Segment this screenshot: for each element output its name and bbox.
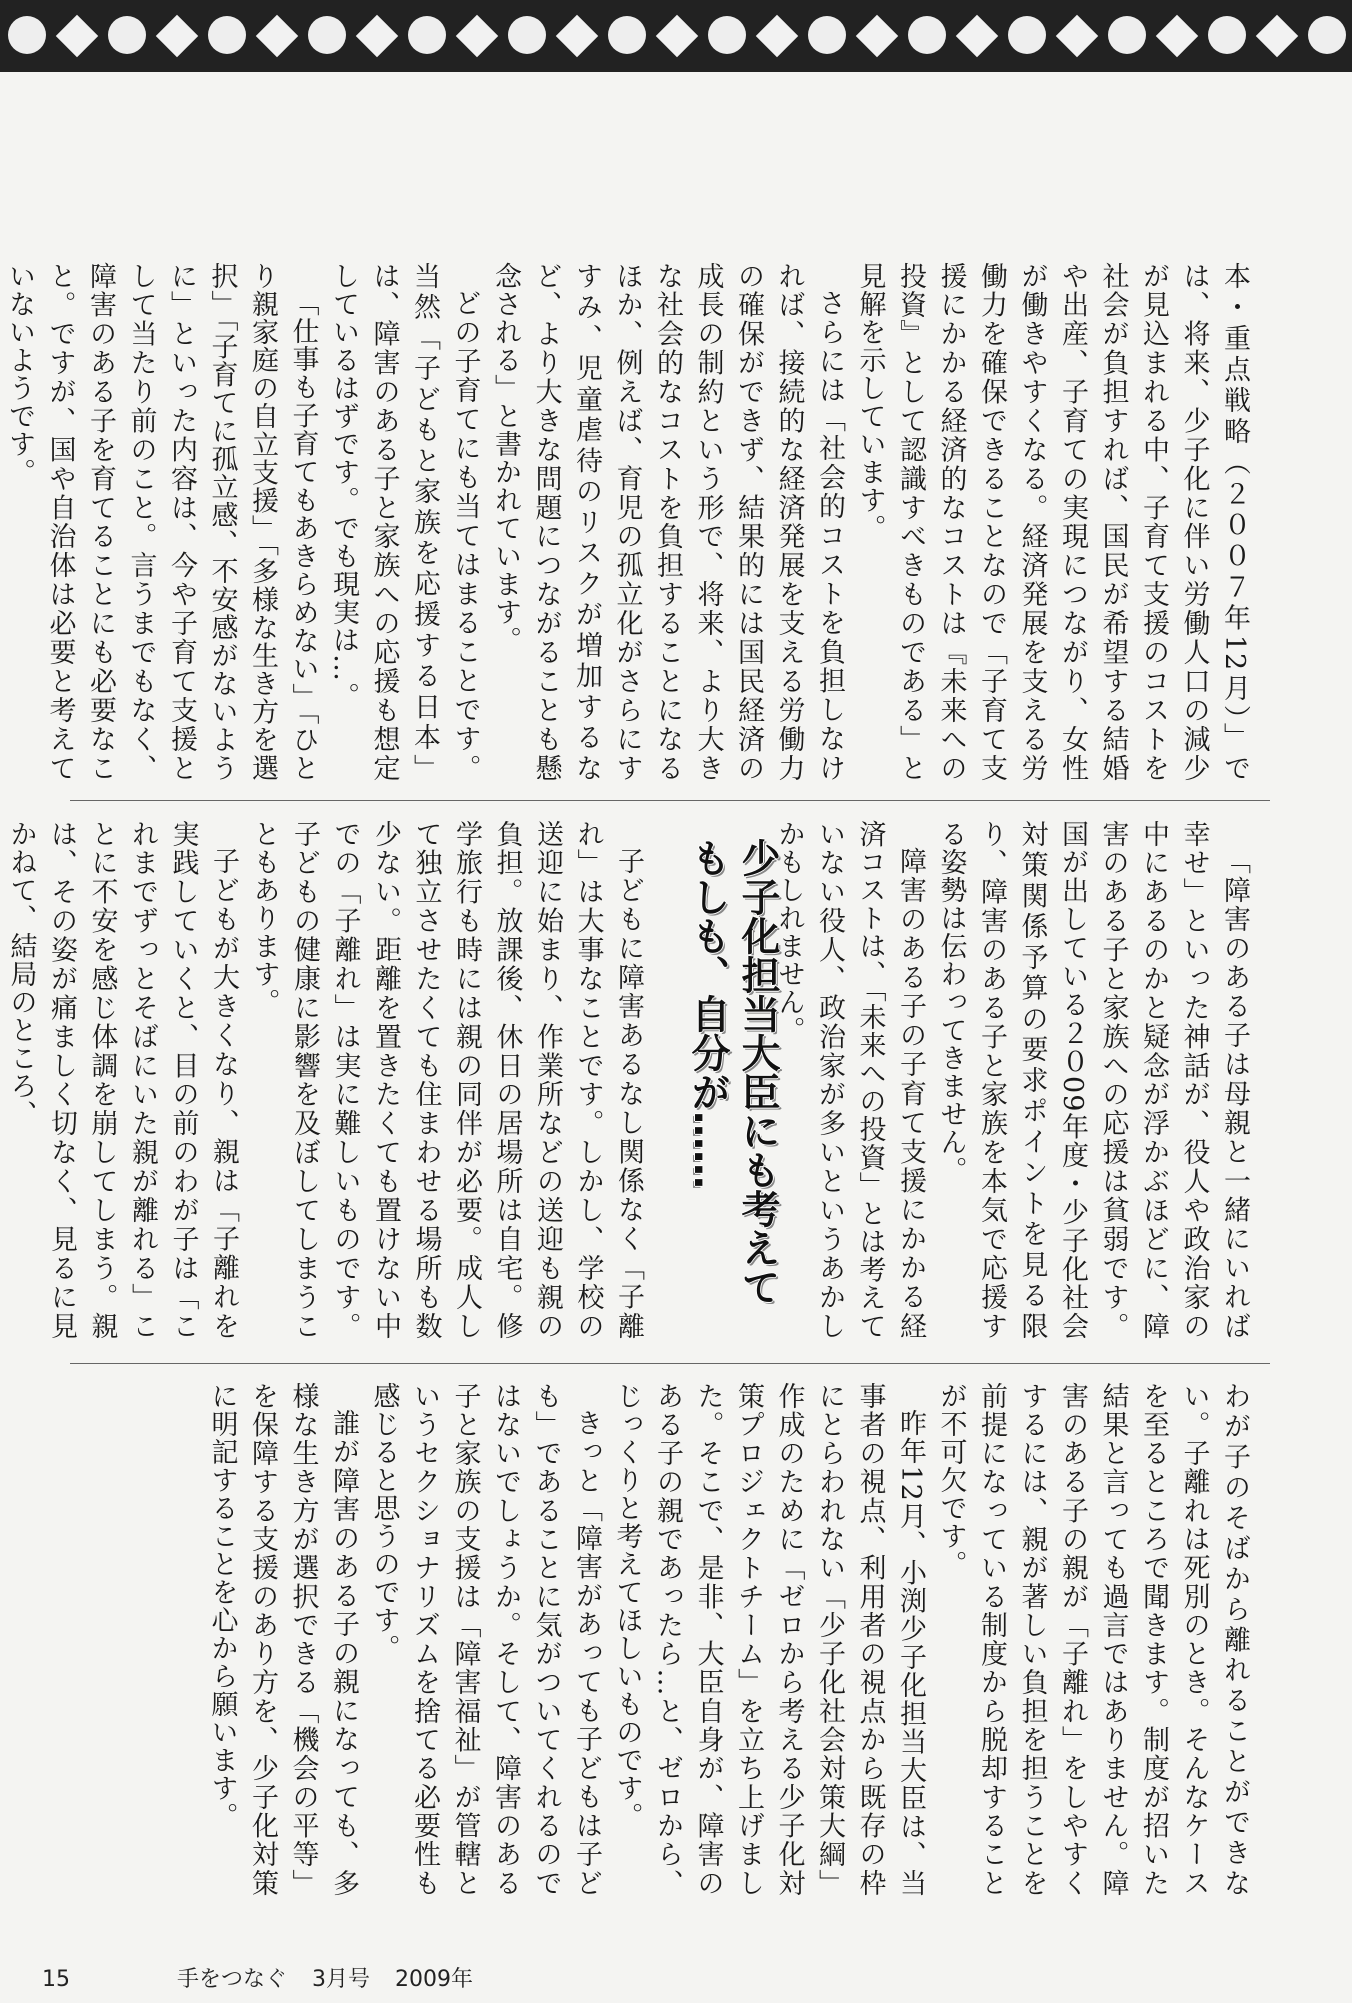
text-section-middle [5,820,1254,1341]
paragraph: 「仕事も子育てもあきらめない」「ひとり親家庭の自立支援」「多様な生き方を選択」「子育てに孤立感、不安感がないように」といった内容は、今や子育て支援として当たり前のこと。言うまでもなく、障害のある子を育てることにも必要なこと。ですが、国や自治体は必要と考えていないようです。 [4,262,319,782]
paragraph: 本・重点戦略（２００７年12月）」では、将来、少子化に伴い労働人口の減少が見込まれる中、子育て支援のコストを社会が負担すれば、国民が希望する結婚や出産、子育ての実現につながり、女性が働きやすくなる。経済発展を支える労働力を確保できることなので「子育て支援にかかる経済的なコストは『未来への投資』として認識すべきものである」と見解を示しています。 [854,262,1250,782]
circle-ornament [8,16,46,54]
paragraph: どの子育てにも当てはまることです。当然「子どもと家族を応援する日本」は、障害のある子と家族への応援も想定しているはずです。でも現実は…。 [328,262,481,782]
circle-ornament [208,16,246,54]
diamond-ornament [256,15,298,57]
circle-ornament [708,16,746,54]
diamond-ornament [1156,15,1198,57]
circle-ornament [908,16,946,54]
paragraph: さらには「社会的コストを負担しなければ、接続的な経済発展を支える労働力の確保ができず、結果的には国民経済の成長の制約という形で、将来、より大きな社会的なコストを負担することになるほか、例えば、育児の孤立化がさらにすすみ、児童虐待のリスクが増加するなど、より大きな問題につながることも懸念される」と書かれています。 [490,262,845,782]
paragraph: 障害のある子の子育て支援にかかる経済コストは、「未来への投資」とは考えていない役人、政治家が多いというあかしかもしれません。 [773,820,926,1341]
diamond-ornament [856,15,898,57]
circle-ornament [1108,16,1146,54]
paragraph: わが子のそばから離れることができない。子離れは死別のとき。そんなケースを至るところで聞きます。制度が招いた結果と言っても過言ではありません。障害のある子の親が「子離れ」をしやすくするには、親が著しい負担を担うことを前提になっている制度から脱却することが不可欠です。 [935,1382,1250,1897]
circle-ornament [108,16,146,54]
paragraph: 誰が障害のある子の親になっても、多様な生き方が選択できる「機会の平等」を保障する支援のあり方を、少子化対策に明記することを心から願います。 [206,1382,359,1897]
heading-line-2: もしも、自分が…… [685,838,730,1189]
circle-ornament [508,16,546,54]
diamond-ornament [356,15,398,57]
diamond-ornament [556,15,598,57]
diamond-ornament [456,15,498,57]
page-number: 15 [42,1967,70,1992]
text-section-top [4,262,1254,782]
issue-label: 3月号 [312,1967,371,1992]
paragraph: 子どもに障害あるなし関係なく「子離れ」は大事なことです。しかし、学校の送迎に始まり、作業所などの送迎も親の負担。放課後、休日の居場所は自宅。修学旅行も時には親の同伴が必要。成人して独立させたくても住まわせる場所も数少ない。距離を置きたくても置けない中での「子離れ」は実に難しいものです。子どもの健康に影響を及ぼしてしまうこともあります。 [248,820,644,1340]
paragraph: 「障害のある子は母親と一緒にいれば幸せ」といった神話が、役人や政治家の中にあるのかと疑念が浮かぶほどに、障害のある子と家族への応援は貧弱です。国が出している２０09年度・少子化社会対策関係予算の要求ポイントを見る限り、障害のある子と家族を本気で応援する姿勢は伝わってきません。 [935,820,1250,1340]
text-section-bottom [64,1382,1254,1897]
diamond-ornament [156,15,198,57]
circle-ornament [1208,16,1246,54]
heading-line-1: 少子化担当大臣にも考えて [735,838,780,1306]
decorative-header-band [0,0,1352,72]
diamond-ornament [756,15,798,57]
diamond-ornament [1056,15,1098,57]
year-label: 2009年 [395,1967,474,1992]
circle-ornament [408,16,446,54]
page-footer [42,1962,473,1993]
circle-ornament [1008,16,1046,54]
diamond-ornament [1256,15,1298,57]
section-heading [682,838,782,1306]
magazine-title: 手をつなぐ [177,1967,288,1992]
paragraph: きっと「障害があっても子どもは子ども」であることに気がついてくれるのではないでしょうか。そして、障害のある子と家族の支援は「障害福祉」が管轄というセクショナリズムを捨てる必要性も感じると思うのです。 [368,1382,602,1897]
diamond-ornament [56,15,98,57]
section-divider [70,800,1270,801]
paragraph: 昨年12月、小渕少子化担当大臣は、当事者の視点、利用者の視点から既存の枠にとらわれない「少子化社会対策大綱」作成のために「ゼロから考える少子化対策プロジェクトチーム」を立ち上げました。そこで、是非、大臣自身が、障害のある子の親であったら…と、ゼロから、じっくりと考えてほしいものです。 [611,1382,926,1897]
circle-ornament [308,16,346,54]
circle-ornament [808,16,846,54]
diamond-ornament [956,15,998,57]
paragraph: 子どもが大きくなり、親は「子離れを実践していくと、目の前のわが子は「これまでずっとそばにいた親が離れる」ことに不安を感じ体調を崩してしまう。親は、その姿が痛ましく切なく、見るに見かねて、結局のところ、 [5,820,239,1340]
circle-ornament [1308,16,1346,54]
circle-ornament [608,16,646,54]
section-divider [70,1363,1270,1364]
diamond-ornament [656,15,698,57]
